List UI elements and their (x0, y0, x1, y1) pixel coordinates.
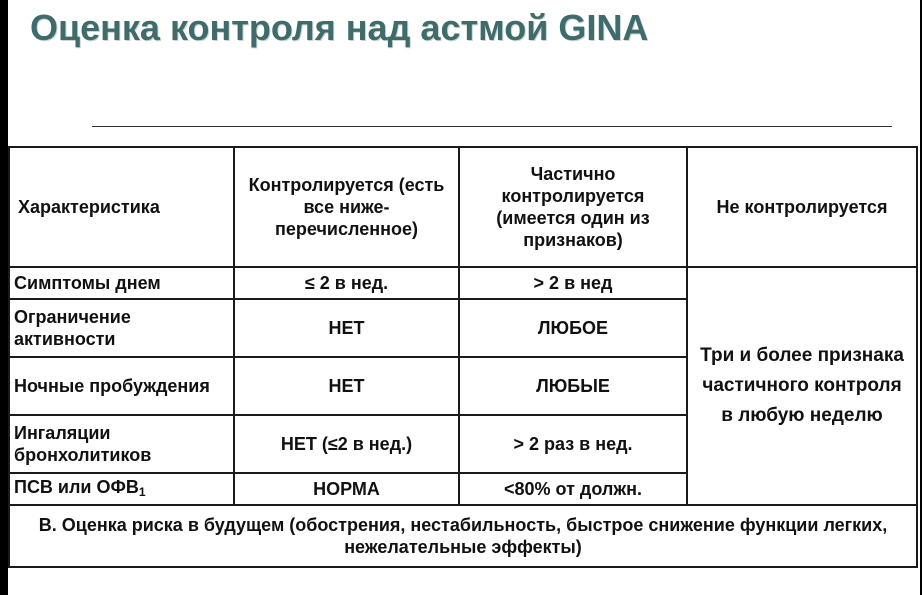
cell-controlled: ≤ 2 в нед. (234, 267, 459, 299)
header-uncontrolled: Не контролируется (687, 147, 917, 267)
page-title: Оценка контроля над астмой GINA (30, 7, 649, 48)
header-partial: Частично контролируется (имеется один из признаков) (459, 147, 687, 267)
row-label: Ночные пробуждения (9, 357, 234, 415)
cell-partial: ЛЮБЫЕ (459, 357, 687, 415)
cell-controlled: НЕТ (234, 357, 459, 415)
row-label-main: ПСВ или ОФВ (14, 476, 139, 497)
table-header-row (9, 147, 917, 267)
risk-assessment-note: В. Оценка риска в будущем (обострения, нестабильность, быстрое снижение функции легких, нежелательные эффекты) (9, 505, 917, 567)
cell-controlled: НОРМА (234, 473, 459, 505)
header-characteristic: Характеристика (9, 147, 234, 267)
cell-controlled: НЕТ (≤2 в нед.) (234, 415, 459, 473)
cell-partial: > 2 в нед (459, 267, 687, 299)
cell-partial: ЛЮБОЕ (459, 299, 687, 357)
table-row (9, 267, 917, 299)
cell-partial: > 2 раз в нед. (459, 415, 687, 473)
row-label-subscript: 1 (138, 484, 146, 499)
asthma-control-table (8, 146, 918, 568)
row-label: Ингаляции бронхолитиков (9, 415, 234, 473)
slide (8, 0, 920, 595)
cell-uncontrolled: Три и более признака частичного контроля в любую неделю (687, 267, 917, 505)
row-label (9, 473, 234, 505)
title-divider (92, 126, 892, 127)
cell-partial: <80% от должн. (459, 473, 687, 505)
cell-controlled: НЕТ (234, 299, 459, 357)
table-footer-row (9, 505, 917, 567)
row-label: Симптомы днем (9, 267, 234, 299)
header-controlled: Контролируется (есть все ниже-перечисленное) (234, 147, 459, 267)
row-label: Ограничение активности (9, 299, 234, 357)
